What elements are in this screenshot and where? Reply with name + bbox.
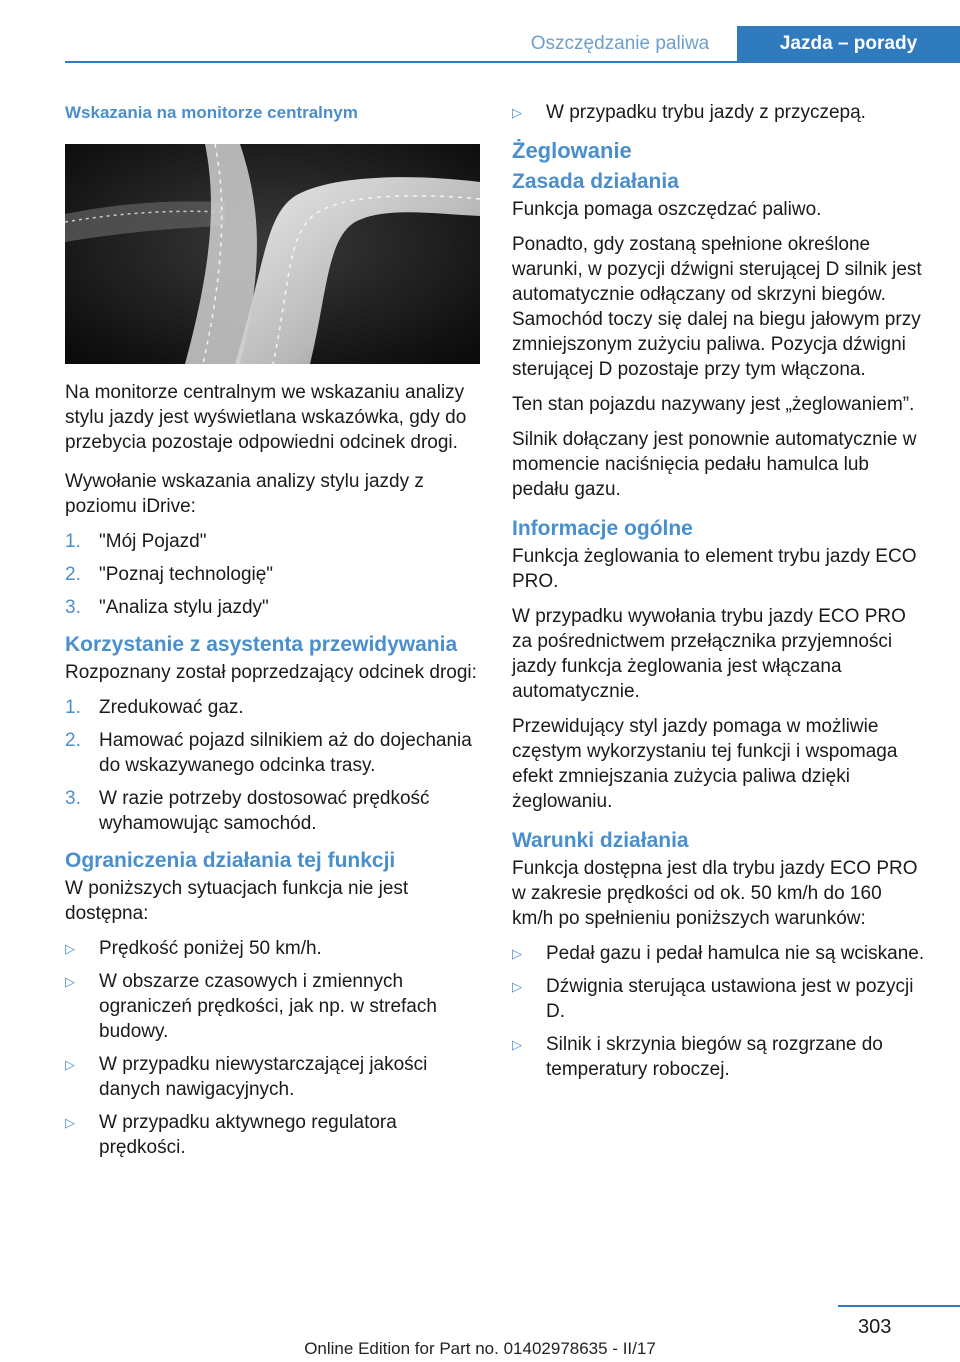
header-section-title: Oszczędzanie paliwa	[530, 33, 710, 54]
heading-sailing: Żeglowanie	[512, 138, 632, 163]
heading-conditions: Warunki działania	[512, 829, 689, 852]
triangle-bullet-icon: ▷	[65, 941, 75, 956]
road-display-image	[65, 144, 480, 364]
edition-footer: Online Edition for Part no. 01402978635 - II/17	[304, 1339, 656, 1358]
page-number: 303	[858, 1316, 892, 1338]
triangle-bullet-icon: ▷	[512, 105, 522, 120]
list-item: 1. "Mój Pojazd"	[65, 531, 207, 552]
list-item: ▷ W przypadku niewystarczającej jakości danych nawigacyjnych.	[65, 1054, 428, 1100]
paragraph: Funkcja pomaga oszczędzać paliwo.	[512, 199, 822, 220]
list-item: 1. Zredukować gaz.	[65, 697, 244, 718]
paragraph: Rozpoznany został poprzedzający odcinek drogi:	[65, 662, 477, 683]
paragraph: W poniższych sytuacjach funkcja nie jest dostępna:	[65, 878, 409, 924]
triangle-bullet-icon: ▷	[512, 1037, 522, 1052]
list-item: ▷ W obszarze czasowych i zmiennych ograniczeń prędkości, jak np. w strefach budowy.	[65, 971, 437, 1042]
list-item: ▷ W przypadku trybu jazdy z przyczepą.	[512, 102, 866, 123]
list-item: 3. W razie potrzeby dostosować prędkość wyhamowując samochód.	[65, 788, 430, 834]
list-number: 3.	[65, 788, 81, 809]
paragraph: Funkcja żeglowania to element trybu jazdy ECO PRO.	[512, 546, 917, 592]
list-number: 1.	[65, 531, 81, 552]
assistant-steps-list	[65, 695, 480, 836]
triangle-bullet-icon: ▷	[65, 1057, 75, 1072]
triangle-bullet-icon: ▷	[512, 946, 522, 961]
paragraph: Na monitorze centralnym we wskazaniu analizy stylu jazdy jest wyświetlana wskazówka, gdy do przebycia pozostaje odpowiedni odcinek drogi.	[65, 382, 467, 453]
list-number: 2.	[65, 730, 81, 751]
paragraph: Wywołanie wskazania analizy stylu jazdy z poziomu iDrive:	[65, 471, 424, 517]
list-number: 2.	[65, 564, 81, 585]
right-column	[512, 100, 927, 1094]
heading-limitations: Ograniczenia działania tej funkcji	[65, 849, 396, 872]
page-number-rule	[838, 1305, 960, 1307]
heading-principle: Zasada działania	[512, 170, 679, 193]
page-header	[0, 0, 960, 62]
limitations-list-continued	[512, 100, 927, 125]
paragraph: Ten stan pojazdu nazywany jest „żeglowaniem”.	[512, 394, 915, 415]
paragraph: W przypadku wywołania trybu jazdy ECO PRO za pośrednictwem przełącznika przyjemności jazdy funkcja żeglowania jest włączana automatycznie.	[512, 606, 906, 702]
idrive-steps-list	[65, 529, 480, 620]
triangle-bullet-icon: ▷	[65, 1115, 75, 1130]
list-item: ▷ Dźwignia sterująca ustawiona jest w pozycji D.	[512, 976, 914, 1022]
list-number: 3.	[65, 597, 81, 618]
list-item: ▷ Silnik i skrzynia biegów są rozgrzane do temperatury roboczej.	[512, 1034, 883, 1080]
triangle-bullet-icon: ▷	[65, 974, 75, 989]
list-item: ▷ Prędkość poniżej 50 km/h.	[65, 938, 322, 959]
header-chapter-tab: Jazda – porady	[737, 26, 960, 62]
list-item: 2. Hamować pojazd silnikiem aż do dojechania do wskazywanego odcinka trasy.	[65, 730, 472, 776]
list-item: 3. "Analiza stylu jazdy"	[65, 597, 269, 618]
heading-assistant: Korzystanie z asystenta przewidywania	[65, 633, 458, 656]
heading-central-display: Wskazania na monitorze centralnym	[65, 103, 358, 122]
heading-general-info: Informacje ogólne	[512, 517, 693, 540]
paragraph: Przewidujący styl jazdy pomaga w możliwie częstym wykorzystaniu tej funkcji i wspomaga efekt zmniejszania zużycia paliwa dzięki żeglowaniu.	[512, 716, 898, 812]
paragraph: Ponadto, gdy zostaną spełnione określone warunki, w pozycji dźwigni sterującej D silnik jest automatycznie odłączany od skrzyni biegów. Samochód toczy się dalej na biegu jałowym przy zmniejszonym zużyciu paliwa. Pozycja dźwigni sterującej D pozostaje przy tym włączona.	[512, 234, 922, 380]
list-item: 2. "Poznaj technologię"	[65, 564, 274, 585]
list-number: 1.	[65, 697, 81, 718]
list-item: ▷ W przypadku aktywnego regulatora prędkości.	[65, 1112, 397, 1158]
paragraph: Funkcja dostępna jest dla trybu jazdy ECO PRO w zakresie prędkości od ok. 50 km/h do 160 km/h po spełnieniu poniższych warunków:	[512, 858, 918, 929]
triangle-bullet-icon: ▷	[512, 979, 522, 994]
list-item: ▷ Pedał gazu i pedał hamulca nie są wciskane.	[512, 943, 925, 964]
conditions-list	[512, 941, 927, 1082]
limitations-list	[65, 936, 480, 1160]
left-column	[65, 100, 480, 1172]
paragraph: Silnik dołączany jest ponownie automatycznie w momencie naciśnięcia pedału hamulca lub pedału gazu.	[512, 429, 917, 500]
header-rule	[65, 61, 960, 63]
